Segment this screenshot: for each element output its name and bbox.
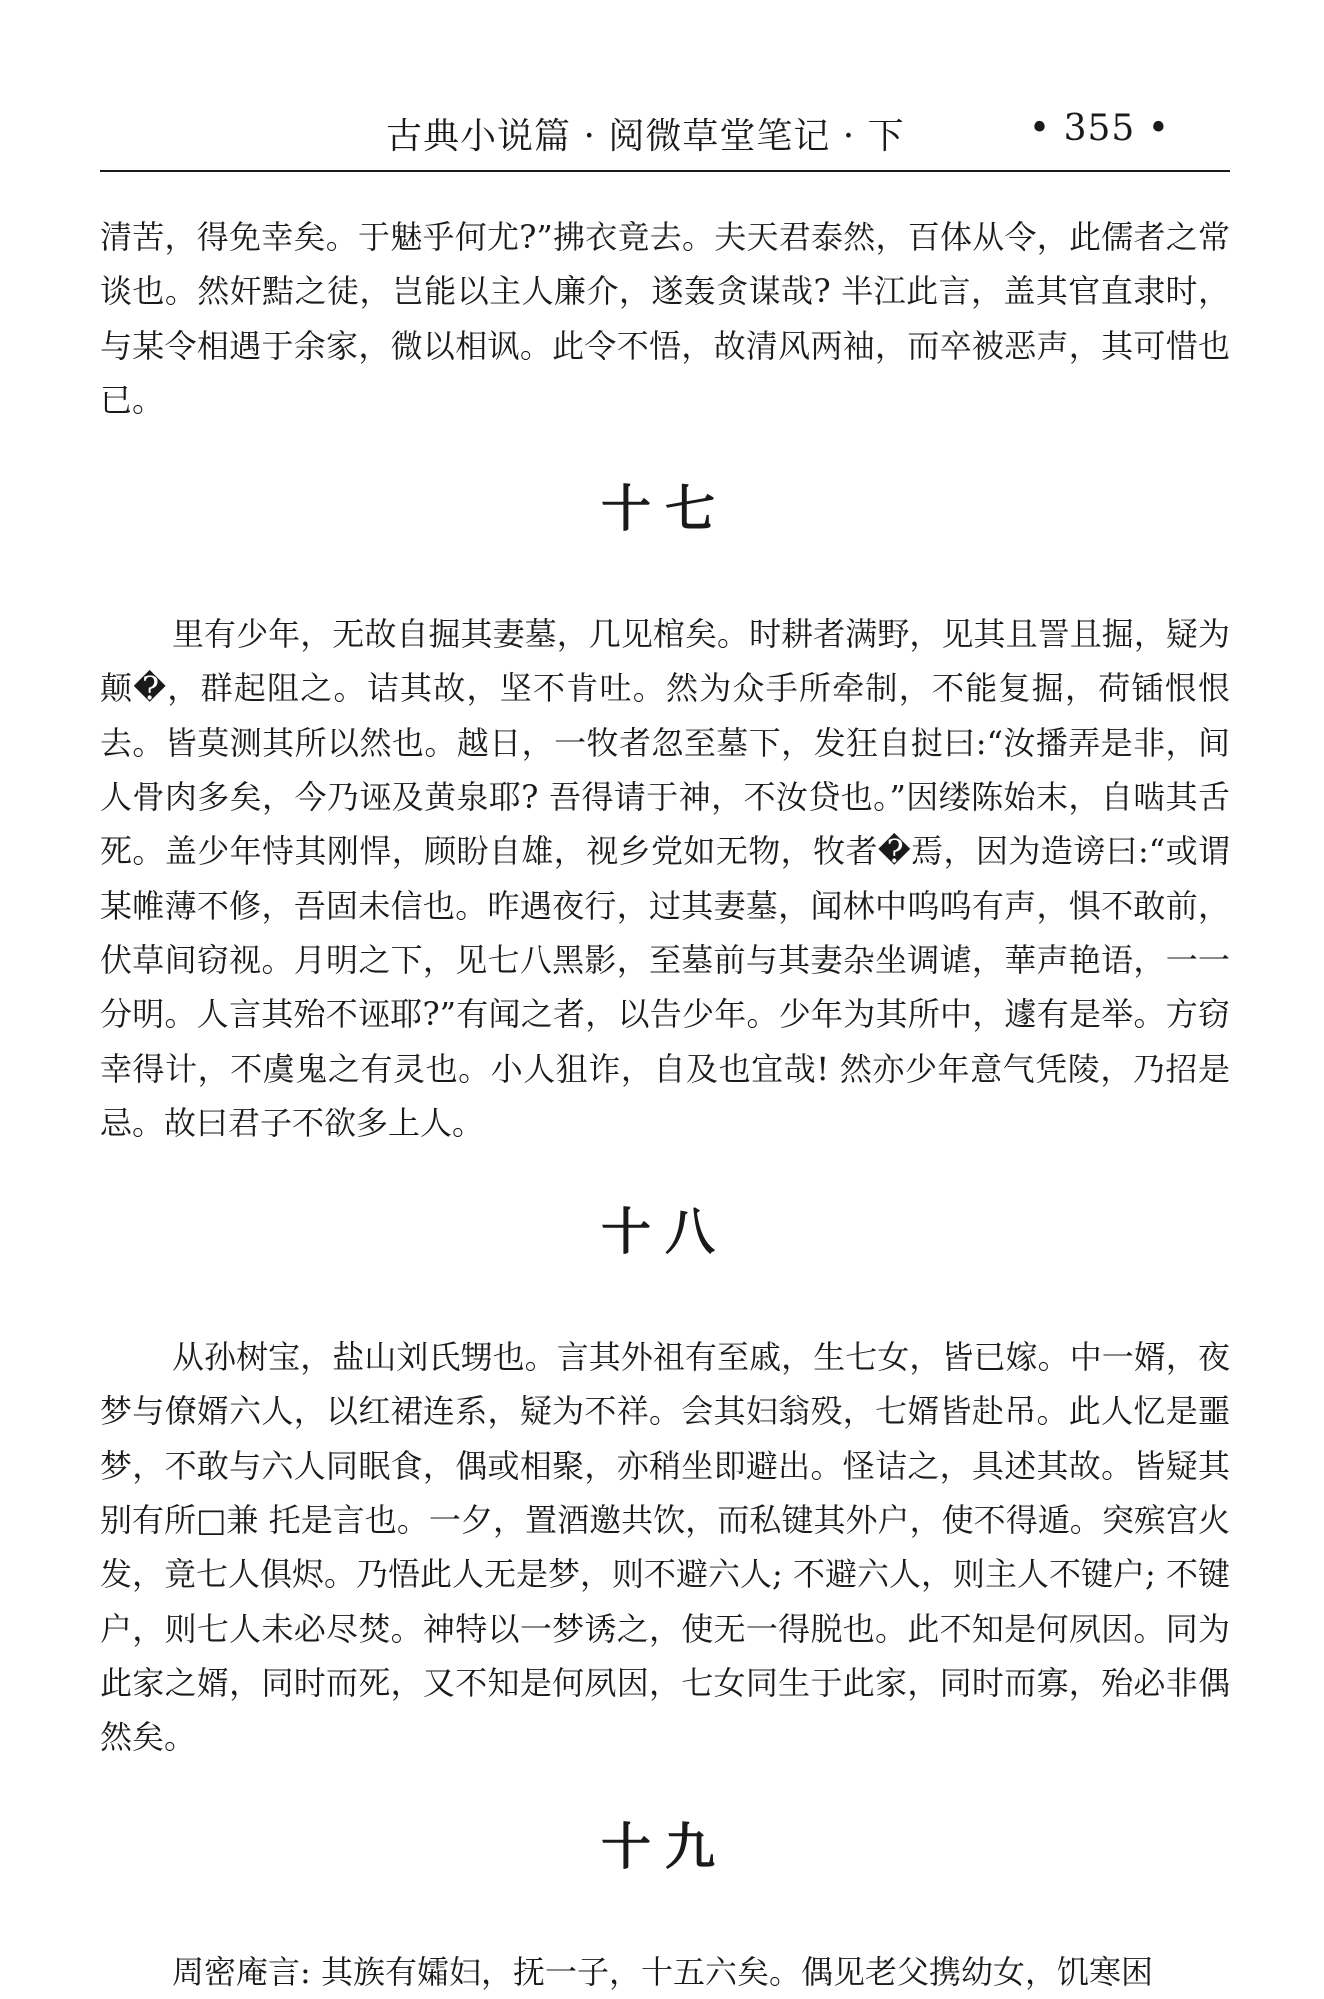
page-body bbox=[100, 210, 1230, 1999]
paragraph-19: 周密庵言: 其族有孀妇，抚一子，十五六矣。偶见老父携幼女，饥寒困 bbox=[172, 1952, 1153, 1991]
header-rule bbox=[100, 170, 1230, 172]
section-heading-19: 十九 bbox=[601, 1816, 729, 1876]
running-header bbox=[100, 108, 1230, 176]
page-number: • 355 • bbox=[1028, 108, 1170, 149]
section-heading-18: 十八 bbox=[601, 1202, 729, 1262]
paragraph-18: 从孙树宝，盐山刘氏甥也。言其外祖有至戚，生七女，皆已嫁。中一婿，夜梦与僚婿六人，以红裙连系，疑为不祥。会其妇翁殁，七婿皆赴吊。此人忆是噩梦，不敢与六人同眠食，偶或相聚，亦稍坐即避出。怪诘之，具述其故。皆疑其别有所□兼 托是言也。一夕，置酒邀共饮，而私键其外户，使不得遁。突殡宫火发，竟七人俱烬。乃悟此人无是梦，则不避六人; 不避六人，则主人不键户; 不键户，则七人未必尽焚。神特以一梦诱之，使无一得脱也。此不知是何夙因。同为此家之婿，同时而死，又不知是何夙因，七女同生于此家，同时而寡，殆必非偶然矣。 bbox=[100, 1338, 1230, 1757]
section-heading-17: 十七 bbox=[601, 479, 729, 539]
paragraph-continued: 清苦，得免幸矣。于魅乎何尤?”拂衣竟去。夫天君泰然，百体从令，此儒者之常谈也。然奸黠之徒，岂能以主人廉介，遂轰贪谋哉? 半江此言，盖其官直隶时，与某令相遇于余家，微以相讽。此令不悟，故清风两袖，而卒被恶声，其可惜也已。 bbox=[100, 218, 1230, 419]
running-title: 古典小说篇 · 阅微草堂笔记 · 下 bbox=[386, 116, 905, 157]
paragraph-17: 里有少年，无故自掘其妻墓，几见棺矣。时耕者满野，见其且詈且掘，疑为颠�，群起阻之。诘其故，坚不肯吐。然为众手所牵制，不能复掘，荷锸恨恨去。皆莫测其所以然也。越日，一牧者忽至墓下，发狂自挝曰:“汝播弄是非，间人骨肉多矣，今乃诬及黄泉耶? 吾得请于神，不汝贷也。”因缕陈始末，自啮其舌死。盖少年恃其刚悍，顾盼自雄，视乡党如无物，牧者�焉，因为造谤曰:“或谓某帷薄不修，吾固未信也。昨遇夜行，过其妻墓，闻林中呜呜有声，惧不敢前，伏草间窃视。月明之下，见七八黑影，至墓前与其妻杂坐调谑，華声艳语，一一分明。人言其殆不诬耶?”有闻之者，以告少年。少年为其所中，遽有是举。方窃幸得计，不虞鬼之有灵也。小人狙诈，自及也宜哉! 然亦少年意气凭陵，乃招是忌。故曰君子不欲多上人。 bbox=[100, 615, 1230, 1142]
